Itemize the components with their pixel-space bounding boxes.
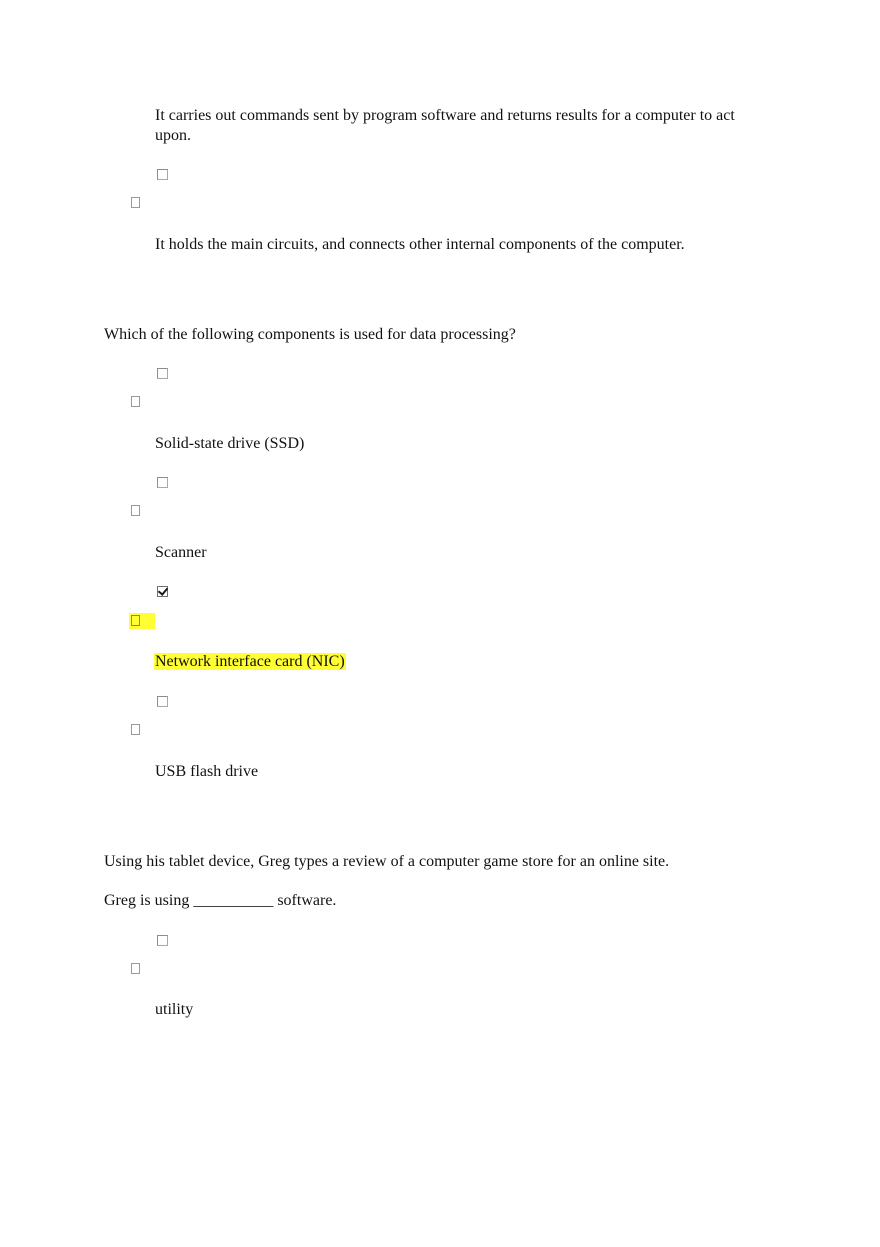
option-text: Solid-state drive (SSD)	[155, 435, 305, 452]
question-prompt: Using his tablet device, Greg types a review of a computer game store for an online site.	[104, 853, 670, 870]
option-checkbox[interactable]	[157, 477, 168, 488]
unchecked-box-icon	[131, 505, 140, 516]
unchecked-box-icon	[131, 724, 140, 735]
option-text-highlighted: Network interface card (NIC)	[155, 653, 345, 670]
selected-option	[154, 652, 346, 672]
question-prompt-line2: Greg is using __________ software.	[104, 892, 337, 909]
option-text: Scanner	[155, 544, 207, 561]
option-text: It carries out commands sent by program software and returns results for a computer to act upon.	[155, 107, 735, 144]
unchecked-box-icon	[131, 396, 140, 407]
option-text: utility	[155, 1001, 194, 1018]
option-checkbox[interactable]	[157, 935, 168, 946]
option-checkbox[interactable]	[157, 169, 168, 180]
unchecked-box-icon	[131, 963, 140, 974]
unchecked-box-icon	[131, 197, 140, 208]
question-prompt: Which of the following components is used for data processing?	[104, 326, 516, 343]
option-text: USB flash drive	[155, 763, 259, 780]
option-checkbox[interactable]	[157, 696, 168, 707]
option-checkbox[interactable]	[157, 368, 168, 379]
option-checkbox-checked[interactable]	[157, 586, 168, 597]
highlight-marker	[129, 613, 155, 629]
unchecked-box-icon	[131, 615, 140, 626]
option-text: It holds the main circuits, and connects other internal components of the computer.	[155, 236, 685, 253]
